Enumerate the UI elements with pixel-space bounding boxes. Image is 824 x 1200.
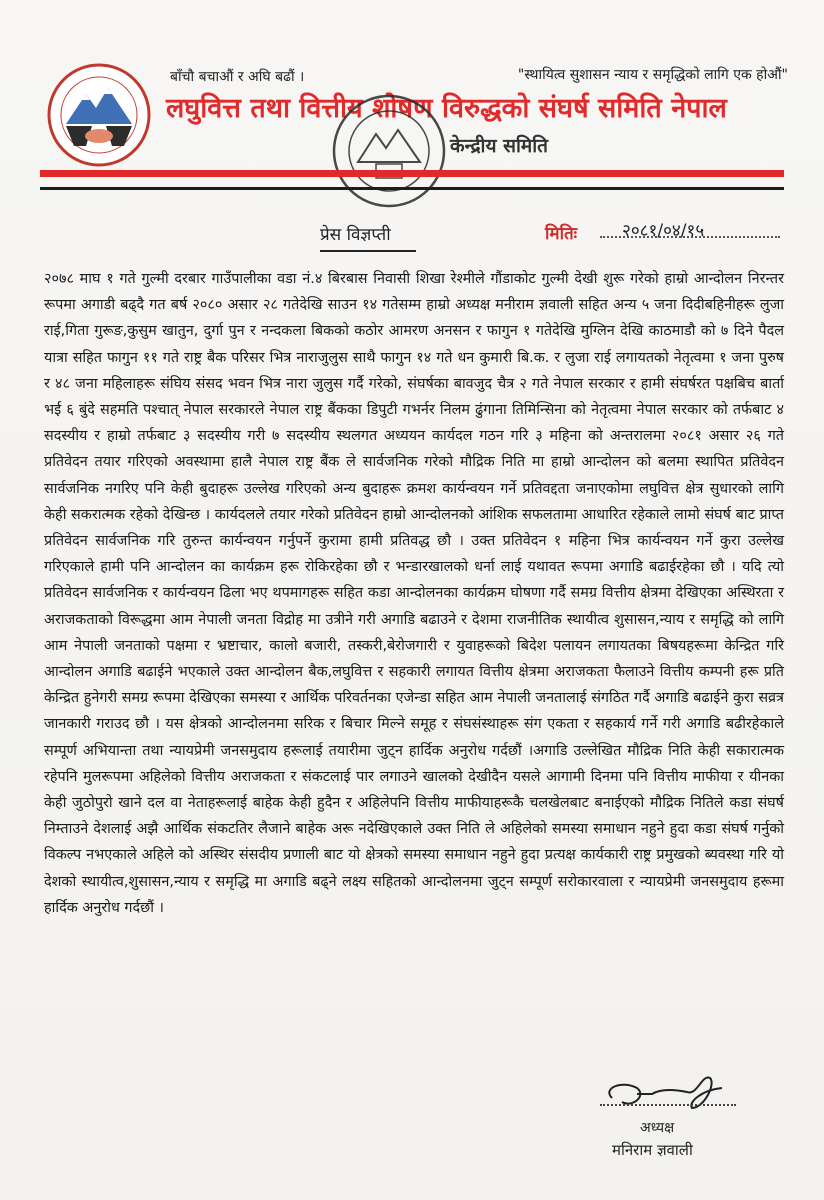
organization-name: लघुवित्त तथा वित्तीय शोषण विरुद्धको संघर्ष समिति नेपाल [166, 93, 727, 124]
title-underline [320, 250, 416, 252]
date-value: २०८१/०४/१५ [622, 221, 705, 241]
seal-stamp-icon [330, 92, 448, 210]
document-title: प्रेस विज्ञप्ती [320, 225, 391, 245]
slogan-left: बाँचौ बचाऔं र अघि बढौं । [170, 69, 305, 85]
signatory-name: मनिराम ज्ञवाली [612, 1141, 693, 1159]
header-rule-red [40, 170, 784, 177]
signature-icon [592, 1068, 742, 1118]
signatory-title: अध्यक्ष [640, 1120, 675, 1136]
press-release-body: २०७८ माघ १ गते गुल्मी दरबार गाउँपालीका वडा नं.४ बिरबास निवासी शिखा रेश्मीले गौंडाकोट गुल्मी देखी शुरू गरेको हाम्रो आन्दोलन निरन्तर रूपमा अगाडी बढ्दै गत बर्ष २०८० असार २८ गतेदेखि साउन १४ गतेसम्म हाम्रो अध्यक्ष मनीराम ज्ञवाली सहित अन्य ५ जना दिदीबहिनीहरू लुजा राई,गिता गुरूङ,कुसुम खातुन, दुर्गा पुन र नन्दकला बिकको कठोर आमरण अनसन र फागुन १ गतेदेखि मुग्लिन देखि काठमाडौ को ७ दिने पैदल यात्रा सहित फागुन ११ गते राष्ट्र बैक परिसर भित्र नाराजुलुस साथै फागुन १४ गते धन कुमारी बि.क. र लुजा राई लगायतको नेतृत्वमा १ जना पुरुष र ४८ जना महिलाहरू संघिय संसद भवन भित्र नारा जुलुस गर्दै गरेको, संघर्षका बावजुद चैत्र २ गते नेपाल सरकार र हामी संघर्षरत पक्षबिच बार्ता भई ६ बुंदे सहमति पश्चात् नेपाल सरकारले नेपाल राष्ट्र बैंकका डिपुटी गभर्नर निलम ढुंगाना तिमिन्सिना को नेतृत्वमा नेपाल सरकार को तर्फबाट ४ सदस्यीय र हाम्रो तर्फबाट ३ सदस्यीय गरी ७ सदस्यीय स्थलगत अध्ययन कार्यदल गठन गरि ३ महिना को अन्तरालमा २०८१ असार २६ गते प्रतिवेदन तयार गरिएको अवस्थामा हालै नेपाल राष्ट्र बैंक ले सार्वजनिक गरेको मौद्रिक निति मा हाम्रो आन्दोलन को बलमा स्थापित प्रतिवेदन सार्वजनिक नगरिए पनि केही बुदाहरू उल्लेख गरिएको अन्य बुदाहरू क्रमश कार्यन्वयन गर्ने प्रतिवद्दता जनाएकोमा लघुवित्त क्षेत्र सुधारको लागि केही सकरात्मक रहेको देखिन्छ । कार्यदलले तयार गरेको प्रतिवेदन हाम्रो आन्दोलनको आंशिक सफलतामा आधारित रहेकाले लामो संघर्ष बाट प्राप्त प्रतिवेदन सार्वजनिक गरि तुरुन्त कार्यन्वयन गर्नुपर्ने कुरामा हामी प्रतिवद्ध छौ । उक्त प्रतिवेदन १ महिना भित्र कार्यन्वयन गर्ने कुरा उल्लेख गरिएकाले हामी पनि आन्दोलन का कार्यक्रम हरू रोकिरहेका छौ र भन्डारखालको धर्ना लाई यथावत रूपमा अगाडि बढाईरहेका छौ । यदि त्यो प्रतिवेदन सार्वजनिक र कार्यन्वयन ढिला भए थपमागहरू सहित कडा आन्दोलनका कार्यक्रम घोषणा गर्दै समग्र वित्तीय क्षेत्रमा देखिएका अस्थिरता र अराजकताको विरूद्धमा आम नेपाली जनता विद्रोह मा उत्रीने गरी अगाडि बढाउने र देशमा राजनीतिक स्थायीत्व शुसासन,न्याय र समृद्धि को लागि आम नेपाली जनताको पक्षमा र भ्रष्टाचार, कालो बजारी, तस्करी,बेरोजगारी र युवाहरूको बिदेश पलायन लगायतका बिषयहरूमा केन्द्रित गरि आन्दोलन अगाडि बढाईने भएकाले उक्त आन्दोलन बैक,लघुवित्त र सहकारी लगायत वित्तीय क्षेत्रमा अराजकता फैलाउने वित्तीय कम्पनी हरू प्रति केन्द्रित हुनेगरी समग्र रूपमा देखिएका समस्या र आर्थिक परिवर्तनका एजेन्डा सहित आम नेपाली जनतालाई संगठित गर्दै अगाडि बढाईने कुरा सव्रत्र जानकारी गराउद छौ । यस क्षेत्रको आन्दोलनमा सरिक र बिचार मिल्ने समूह र संघसंस्थाहरू संग एकता र सहकार्य गर्ने गरी अगाडि बढीरहेकाले सम्पूर्ण अभियान्ता तथा न्यायप्रेमी जनसमुदाय हरूलाई तयारीमा जुट्न हार्दिक अनुरोध गर्दछौं ।अगाडि उल्लेखित मौद्रिक निति केही सकारात्मक रहेपनि मुलरूपमा अहिलेको वित्तीय अराजकता र संकटलाई पार लगाउने खालको देखीदैन यसले आगामी दिनमा पनि वित्तीय माफीया र यीनका केही जुठोपुरो खाने दल वा नेताहरूलाई बाहेक केही हुदैन र अहिलेपनि वित्तीय माफीयाहरूकै चलखेलबाट बनाईएको मौद्रिक नितिले कडा संघर्ष निम्ताउने देशलाई अझै आर्थिक संकटतिर लैजाने बाहेक अरू नदेखिएकाले उक्त निति ले अहिलेको समस्या समाधान नहुने हुदा कडा संघर्ष गर्नुको विकल्प नभएकाले अहिले को अस्थिर संसदीय प्रणाली बाट यो क्षेत्रको समस्या समाधान नहुने हुदा प्रत्यक्ष कार्यकारी राष्ट्र प्रमुखको ब्यवस्था गरि यो देशको स्थायीत्व,शुसासन,न्याय र समृद्धि मा अगाडि बढ्ने लक्ष्य सहितको आन्दोलनमा जुट्न सम्पूर्ण सरोकारवाला र न्यायप्रेमी जनसमुदाय हरूमा हार्दिक अनुरोध गर्दछौं । [44, 271, 784, 916]
organization-logo-icon [44, 62, 154, 168]
date-label: मितिः [545, 224, 578, 244]
slogan-right: "स्थायित्व सुशासन न्याय र समृद्धिको लागि एक होऔं" [517, 67, 788, 83]
signature-dotted-line [600, 1104, 736, 1106]
organization-subtitle: केन्द्रीय समिति [450, 135, 548, 157]
header-rule-black [40, 187, 784, 190]
